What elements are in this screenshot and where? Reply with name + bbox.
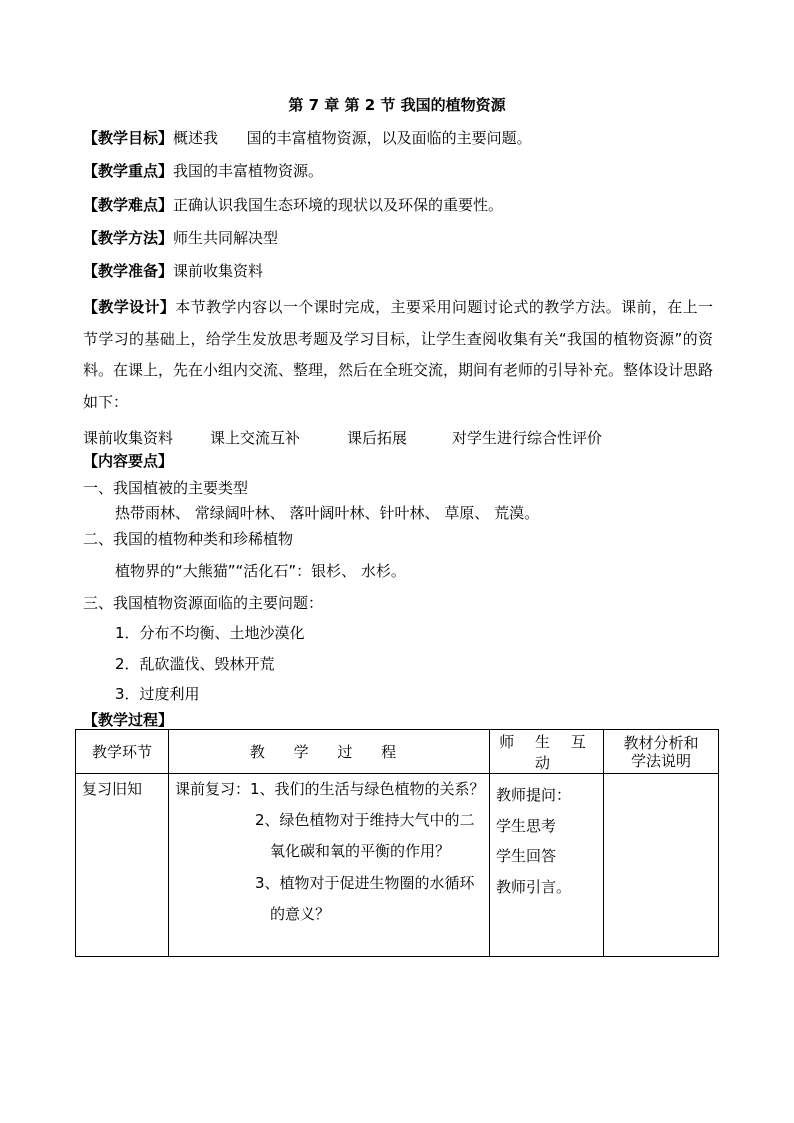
objective-text: 概述我 国的丰富植物资源，以及面临的主要问题。 [173,129,532,147]
flow-step-3: 课后拓展 [347,429,408,447]
row-stage: 复习旧知 [76,774,169,957]
key-point-line [83,161,323,181]
page-title: 第 7 章 第 2 节 我国的植物资源 [288,96,506,114]
header-stage: 教学环节 [76,730,169,774]
method-text: 师生共同解决型 [173,229,279,247]
design-label: 【教学设计】 [83,298,176,316]
objective-line [83,128,532,148]
key-point-label: 【教学重点】 [83,162,174,180]
flow-step-4: 对学生进行综合性评价 [452,429,603,447]
preparation-label: 【教学准备】 [83,262,174,280]
process-line-4: 3、植物对于促进生物圈的水循环 [255,874,475,892]
preparation-line [83,261,263,281]
row-process [169,774,490,957]
section-3-item-3: 3．过度利用 [115,685,200,703]
header-analysis-line-2: 学法说明 [630,751,691,770]
difficulty-text: 正确认识我国生态环境的现状以及环保的重要性。 [173,196,504,214]
section-3-item-1: 1．分布不均衡、土地沙漠化 [115,624,305,642]
process-label: 【教学过程】 [83,711,174,729]
process-line-5: 的意义？ [270,905,331,923]
interaction-line-1: 教师提问： [496,786,572,804]
header-analysis-line-1: 教材分析和 [623,733,699,752]
interaction-line-4: 教师引言。 [496,877,572,896]
key-point-text: 我国的丰富植物资源。 [173,162,324,180]
design-flow [83,428,602,448]
flow-step-2: 课上交流互补 [210,429,301,447]
interaction-line-3: 学生回答 [496,847,557,865]
section-1-title: 一、我国植被的主要类型 [83,479,249,497]
process-line-2: 2、绿色植物对于维持大气中的二 [255,811,475,829]
preparation-text: 课前收集资料 [173,262,264,280]
section-2-body: 植物界的“大熊猫”“活化石”：银杉、 水杉。 [115,562,406,580]
difficulty-label: 【教学难点】 [83,196,174,214]
process-line-1: 课前复习：1、我们的生活与绿色植物的关系？ [175,780,485,798]
row-interaction [490,774,604,957]
section-3-title: 三、我国植物资源面临的主要问题： [83,594,324,612]
content-label: 【内容要点】 [83,452,174,470]
method-line [83,228,278,248]
objective-label: 【教学目标】 [83,129,174,147]
flow-step-1: 课前收集资料 [83,429,174,447]
header-analysis [604,730,719,774]
design-text: 本节教学内容以一个课时完成，主要采用问题讨论式的教学方法。课前，在上一节学习的基础上，给学生发放思考题及学习目标，让学生查阅收集有关“我国的植物资源”的资料。在课上，先在小组内交流、整理，然后在全班交流，期间有老师的引导补充。整体设计思路如下： [83,298,714,411]
section-3-item-2: 2．乱砍滥伐、毁林开荒 [115,655,275,673]
interaction-line-2: 学生思考 [496,816,557,835]
row-analysis [604,774,719,957]
section-1-body: 热带雨林、 常绿阔叶林、 落叶阔叶林、针叶林、 草原、 荒漠。 [115,504,540,522]
process-line-3: 氧化碳和氧的平衡的作用？ [270,842,451,860]
table-header-row [76,730,719,774]
method-label: 【教学方法】 [83,229,174,247]
table-row [76,774,719,957]
teaching-process-table [75,729,719,957]
difficulty-line [83,195,503,215]
design-paragraph [83,292,713,418]
header-interaction: 师 生 互 动 [490,730,604,774]
section-2-title: 二、我国的植物种类和珍稀植物 [83,530,294,548]
header-process: 教 学 过 程 [169,730,490,774]
